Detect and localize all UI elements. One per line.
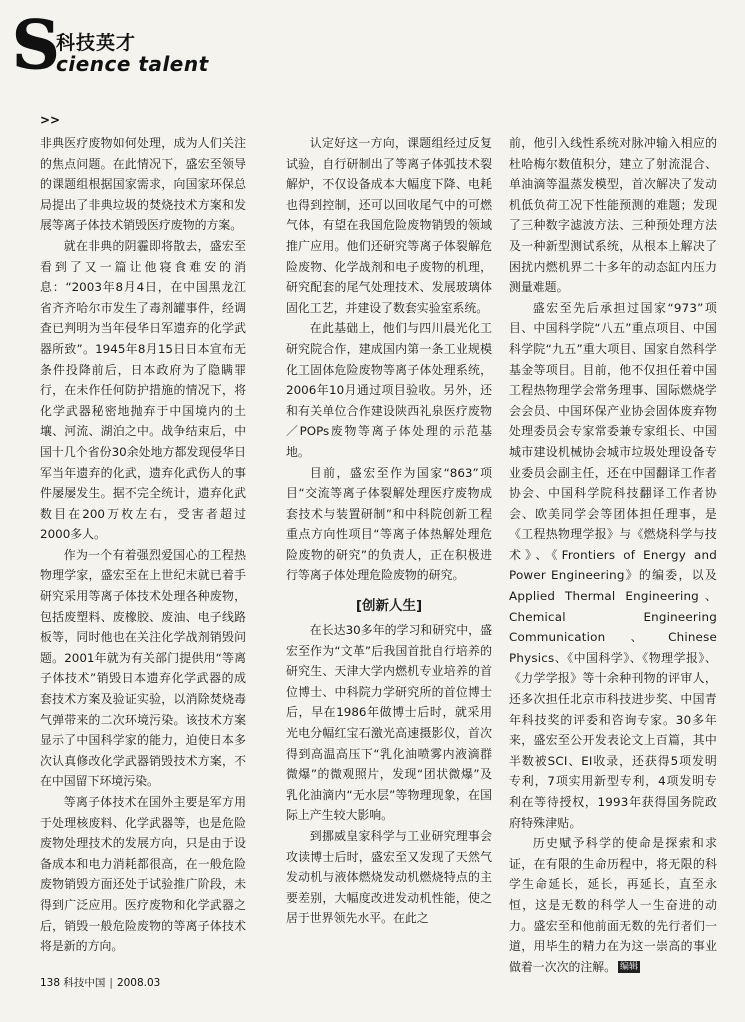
article-column-1 <box>40 133 246 957</box>
page-number: 138 <box>40 977 61 989</box>
paragraph: 在长达30多年的学习和研究中，盛宏至作为“文革”后我国首批自行培养的研究生、天津大学内燃机专业培养的首位博士、中科院力学研究所的首位博士后，早在1986年做博士后时，就采用光电分幅红宝石激光高速摄影仪，首次得到高温高压下“乳化油喷雾内液滴群微爆”的微观照片，发现“团状微爆”及乳化油滴内“无水层”等物理现象，在国际上产生较大影响。 <box>286 623 492 823</box>
paragraph-final <box>509 833 717 977</box>
section-heading: [创新人生] <box>355 598 423 615</box>
footer-separator: | <box>109 977 113 989</box>
magazine-name: 科技中国 <box>63 977 106 989</box>
article-column-2 <box>286 133 492 929</box>
header-title-cn: 科技英才 <box>56 32 137 54</box>
paragraph: 前，他引入线性系统对脉冲输入相应的杜哈梅尔数值积分，建立了射流混合、单油滴等温蒸发模型，首次解决了发动机低负荷工况下性能预测的难题；发现了三种数字滤波方法、三种预处理方法及一种新型测试系统，从根本上解决了困扰内燃机界二十多年的动态缸内压力测量难题。 <box>509 136 717 295</box>
page-footer <box>40 975 160 990</box>
paragraph: 在此基础上，他们与四川晨光化工研究院合作，建成国内第一条工业规模化工固体危险废物等离子体处理系统，2006年10月通过项目验收。另外，还和有关单位合作建设陕西礼泉医疗废物／POPs废物等离子体处理的示范基地。 <box>286 321 492 459</box>
header-big-letter: S <box>12 6 60 84</box>
paragraph: 作为一个有着强烈爱国心的工程热物理学家，盛宏至在上世纪末就已着手研究采用等离子体技术处理各种废物，包括废塑料、废橡胶、废油、电子线路板等，同时他也在关注化学战剂销毁问题。2001年就为有关部门提供用“等离子体技术”销毁日本遗弃化学武器的成套技术方案及验证实验，以消除焚烧毒气弹带来的二次环境污染。该技术方案显示了中国科学家的能力，迫使日本多次认真修改化学武器销毁技术方案，不在中国留下环境污染。 <box>40 547 246 789</box>
paragraph: 非典医疗废物如何处理，成为人们关注的焦点问题。在此情况下，盛宏至领导的课题组根据国家需求，向国家环保总局提出了非典垃圾的焚烧技术方案和发展等离子体技术销毁医疗废物的方案。 <box>40 136 246 233</box>
header-title-en: cience talent <box>56 52 209 76</box>
article-column-3 <box>509 133 717 977</box>
paragraph: 认定好这一方向，课题组经过反复试验，自行研制出了等离子体弧技术裂解炉，不仅设备成本大幅度下降、电耗也得到控制，还可以回收尾气中的可燃气体，有望在我国危险废物销毁的领域推广应用。他们还研究等离子体裂解危险废物、化学战剂和电子废物的机理，研究配套的尾气处理技术、发展玻璃体固化工艺，并建设了数套实验室系统。 <box>286 136 492 315</box>
issue-number: 2008.03 <box>116 977 161 989</box>
paragraph: 等离子体技术在国外主要是军方用于处理核废料、化学武器等，也是危险废物处理技术的发展方向，只是由于设备成本和电力消耗都很高，在一般危险废物销毁方面还处于试验推广阶段，未得到广泛应用。医疗废物和化学武器之后，销毁一般危险废物的等离子体技术将是新的方向。 <box>40 795 246 954</box>
paragraph-text: 历史赋予科学的使命是探索和求证，在有限的生命历程中，将无限的科学生命延长，延长，再延长，直至永恒，这是无数的科学人一生奋进的动力。盛宏至和他前面无数的先行者们一道，用毕生的精力在为这一崇高的事业做着一次次的注解。 <box>509 836 717 974</box>
section-header <box>12 6 312 84</box>
paragraph: 到挪威皇家科学与工业研究理事会攻读博士后时，盛宏至又发现了天然气发动机与液体燃烧发动机燃烧特点的主要差别，大幅度改进发动机性能，使之居于世界领先水平。在此之 <box>286 829 492 926</box>
editor-end-mark: 编辑 <box>620 962 639 973</box>
paragraph: 就在非典的阴霾即将散去，盛宏至看到了又一篇让他寝食难安的消息：“2003年8月4日，在中国黑龙江省齐齐哈尔市发生了毒剂罐事件，经调查已判明为当年侵华日军遗弃的化学武器所致”。1945年8月15日日本宣布无条件投降前后，日本政府为了隐瞒罪行，在未作任何防护措施的情况下，将化学武器秘密地抛弃于中国境内的土壤、河流、湖泊之中。战争结束后，中国十几个省份30余处地方都发现侵华日军当年遗弃的化武，遗弃化武伤人的事件屡屡发生。据不完全统计，遗弃化武数目在200万枚左右，受害者超过2000多人。 <box>40 238 246 542</box>
paragraph: 目前，盛宏至作为国家“863”项目“交流等离子体裂解处理医疗废物成套技术与装置研制”和中科院创新工程重点方向性项目“等离子体热解处理危险废物的研究”的负责人，正在积极进行等离子体处理危险废物的研究。 <box>286 465 492 583</box>
paragraph: 盛宏至先后承担过国家“973”项目、中国科学院“八五”重点项目、中国科学院“九五”重大项目、国家自然科学基金等项目。目前，他不仅担任着中国工程热物理学会常务理事、国际燃烧学会会员、中国环保产业协会固体废弃物处理委员会专家常委兼专家组长、中国城市建设机械协会城市垃圾处理设备专业委员会副主任，还在中国翻译工作者协会、中国科学院科技翻译工作者协会、欧美同学会等团体担任理事，是《工程热物理学报》与《燃烧科学与技术》、《Frontiers of Energy and Power Engineering》的编委，以及Applied Thermal Engineering、Chemical Engineering Communication、Chinese Physics、《中国科学》、《物理学报》、《力学学报》等十余种刊物的评审人，还多次担任北京市科技进步奖、中国青年科技奖的评委和咨询专家。30多年来，盛宏至公开发表论文上百篇，其中半数被SCI、EI收录，还获得5项发明专利，7项实用新型专利，4项发明专利在等待授权，1993年获得国务院政府特殊津贴。 <box>509 300 717 830</box>
continuation-chevron: >> <box>40 113 61 127</box>
